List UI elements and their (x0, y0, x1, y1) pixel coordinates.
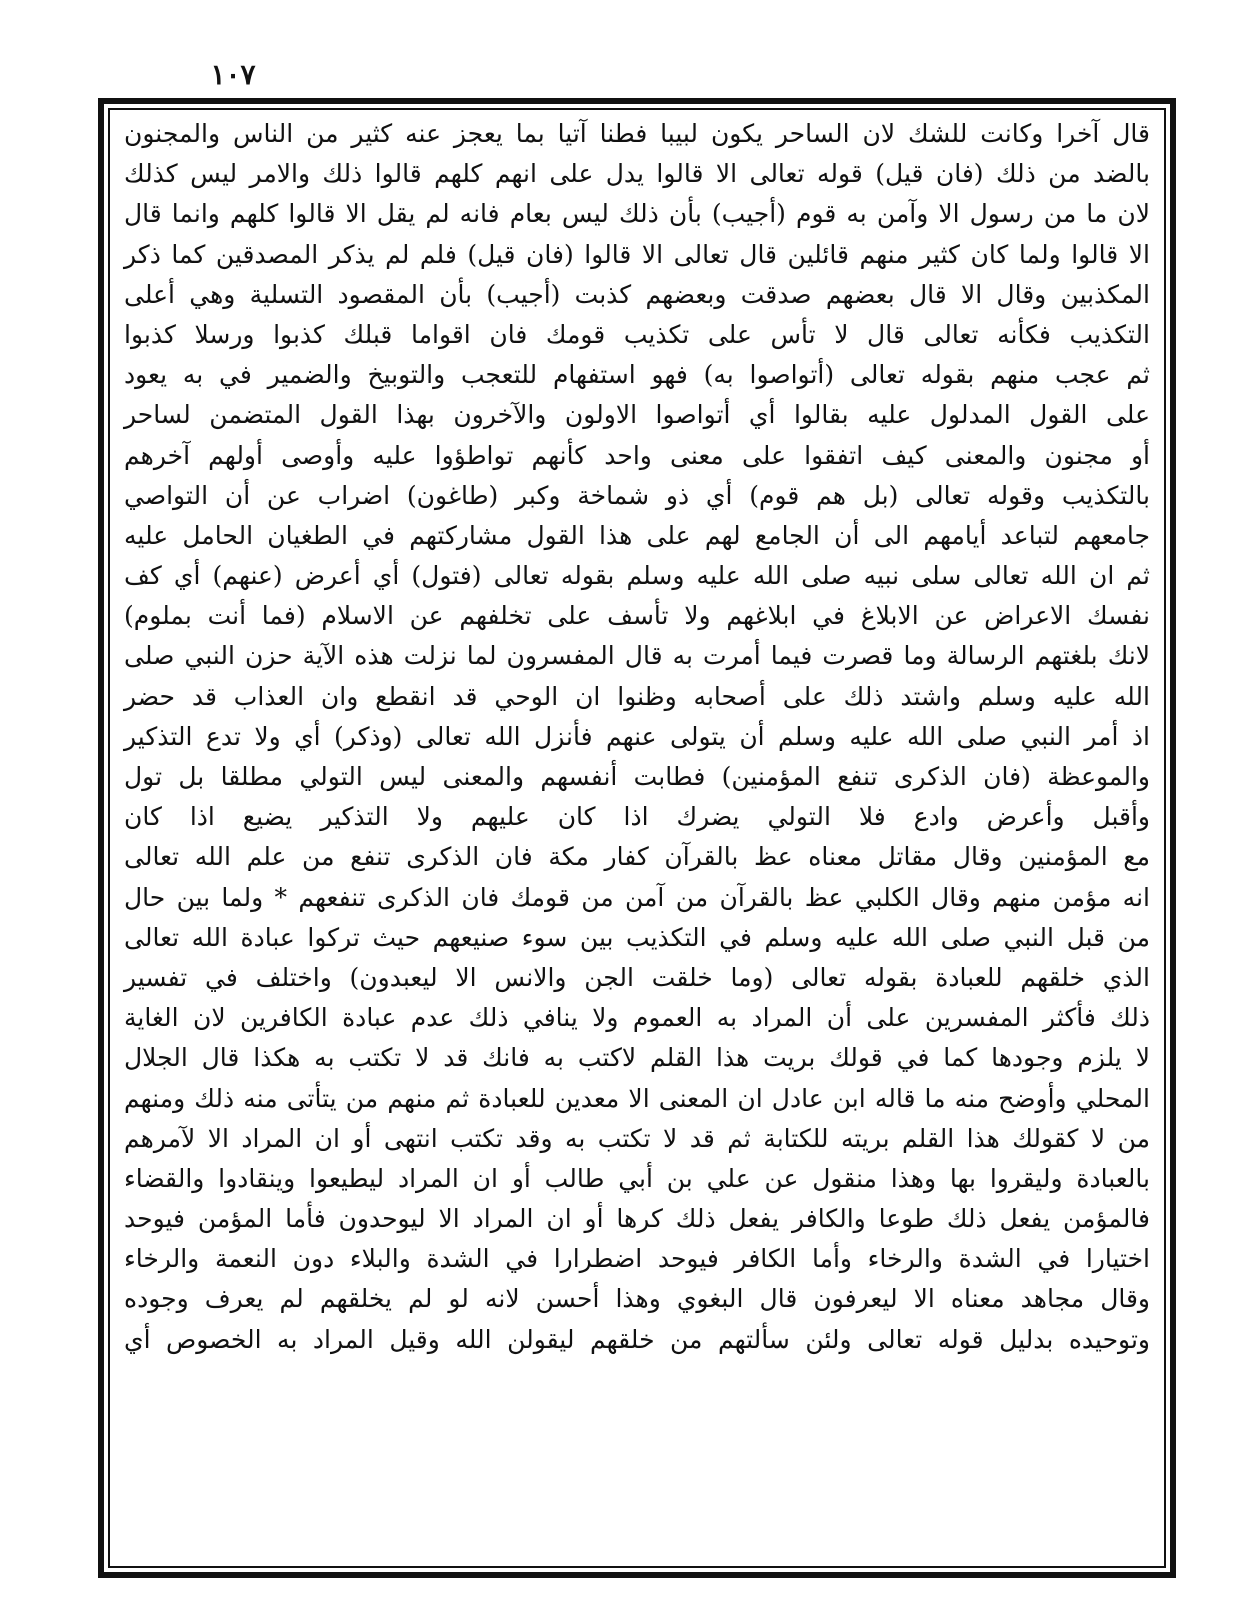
text-line: وأقبل وأعرض وادع فلا التولي يضرك اذا كان عليهم ولا التذكير يضيع اذا كان (124, 802, 1150, 832)
text-line: لان ما من رسول الا وآمن به قوم (أجيب) بأن ذلك ليس بعام فانه لم يقل الا قالوا كلهم وانما قال (124, 199, 1150, 229)
text-line: بالعبادة وليقروا بها وهذا منقول عن علي بن أبي طالب أو ان المراد ليطيعوا وينقادوا والقضاء (124, 1163, 1150, 1193)
text-line: لا يلزم وجودها كما في قولك بريت هذا القلم لاكتب به فانك قد لا تكتب به هكذا قال الجلال (124, 1043, 1150, 1073)
text-line: مع المؤمنين وقال مقاتل معناه عظ بالقرآن كفار مكة فان الذكرى تنفع من علم الله تعالى (124, 842, 1150, 872)
text-line: ذلك فأكثر المفسرين على أن المراد به العموم ولا ينافي ذلك عدم عبادة الكافرين لان الغاية (124, 1003, 1150, 1033)
text-line: بالضد من ذلك (فان قيل) قوله تعالى الا قالوا يدل على انهم كلهم قالوا ذلك والامر ليس كذلك (124, 159, 1150, 189)
text-line: على القول المدلول عليه بقالوا أي أتواصوا الاولون والآخرون بهذا القول المتضمن لساحر (124, 400, 1150, 430)
text-line: فالمؤمن يفعل ذلك طوعا والكافر يفعل ذلك كرها أو ان المراد الا ليوحدون فأما المؤمن فيوحد (124, 1204, 1150, 1234)
text-line: قال آخرا وكانت للشك لان الساحر يكون لبيبا فطنا آتيا بما يعجز عنه كثير من الناس والمجنون (124, 119, 1150, 148)
text-line: المحلي وأوضح منه ما قاله ابن عادل ان المعنى الا معدين للعبادة ثم منهم من يتأتى منه ذلك ومنهم (124, 1083, 1150, 1113)
text-line: والموعظة (فان الذكرى تنفع المؤمنين) فطابت أنفسهم والمعنى ليس التولي مطلقا بل تول (124, 762, 1150, 791)
text-line: التكذيب فكأنه تعالى قال لا تأس على تكذيب قومك فان اقواما قبلك كذبوا ورسلا كذبوا (124, 319, 1150, 349)
text-line: وتوحيده بدليل قوله تعالى ولئن سألتهم من خلقهم ليقولن الله وقيل المراد به الخصوص أي (124, 1324, 1150, 1354)
text-line: ثم ان الله تعالى سلى نبيه صلى الله عليه وسلم بقوله تعالى (فتول) أي أعرض (عنهم) أي كف (124, 561, 1150, 591)
text-line: نفسك الاعراض عن الابلاغ في ابلاغهم ولا تأسف على تخلفهم عن الاسلام (فما أنت بملوم) (124, 601, 1150, 631)
text-line: اختيارا في الشدة والرخاء وأما الكافر فيوحد اضطرارا في الشدة والبلاء دون النعمة والرخاء (124, 1244, 1150, 1274)
text-line: الله عليه وسلم واشتد ذلك على أصحابه وظنوا ان الوحي قد انقطع وان العذاب قد حضر (124, 681, 1150, 711)
text-line: انه مؤمن منهم وقال الكلبي عظ بالقرآن من آمن من قومك فان الذكرى تنفعهم * ولما بين حال (124, 882, 1150, 912)
text-line: لانك بلغتهم الرسالة وما قصرت فيما أمرت به قال المفسرون لما نزلت هذه الآية حزن النبي صلى (124, 641, 1150, 671)
page-number: ١٠٧ (210, 58, 256, 91)
text-line: الذي خلقهم للعبادة بقوله تعالى (وما خلقت الجن والانس الا ليعبدون) واختلف في تفسير (124, 962, 1150, 992)
text-line: الا قالوا ولما كان كثير منهم قائلين قال تعالى الا قالوا (فان قيل) فلم لم يذكر المصدقين كما ذكر (124, 239, 1150, 269)
text-line: جامعهم لتباعد أيامهم الى أن الجامع لهم على هذا القول مشاركتهم في الطغيان الحامل عليه (124, 520, 1150, 550)
text-line: وقال مجاهد معناه الا ليعرفون قال البغوي وهذا أحسن لانه لو لم يخلقهم لم يعرف وجوده (124, 1284, 1150, 1314)
text-line: المكذبين وقال الا قال بعضهم صدقت وبعضهم كذبت (أجيب) بأن المقصود التسلية وهي أعلى (124, 279, 1150, 309)
text-line: أو مجنون والمعنى كيف اتفقوا على معنى واحد كأنهم تواطؤوا عليه وأوصى أولهم آخرهم (124, 440, 1150, 470)
page-body (118, 114, 1156, 1562)
text-line: اذ أمر النبي صلى الله عليه وسلم أن يتولى عنهم فأنزل الله تعالى (وذكر) أي ولا تدع التذكير (124, 721, 1150, 751)
text-line: ثم عجب منهم بقوله تعالى (أتواصوا به) فهو استفهام للتعجب والتوبيخ والضمير في به يعود (124, 360, 1150, 390)
text-line: بالتكذيب وقوله تعالى (بل هم قوم) أي ذو شماخة وكبر (طاغون) اضراب عن أن التواصي (124, 480, 1150, 510)
text-line: من لا كقولك هذا القلم بريته للكتابة ثم قد لا تكتب به وقد تكتب انتهى أو ان المراد الا لآمرهم (124, 1123, 1150, 1153)
text-line: من قبل النبي صلى الله عليه وسلم في التكذيب بين سوء صنيعهم حيث تركوا عبادة الله تعالى (124, 922, 1150, 952)
